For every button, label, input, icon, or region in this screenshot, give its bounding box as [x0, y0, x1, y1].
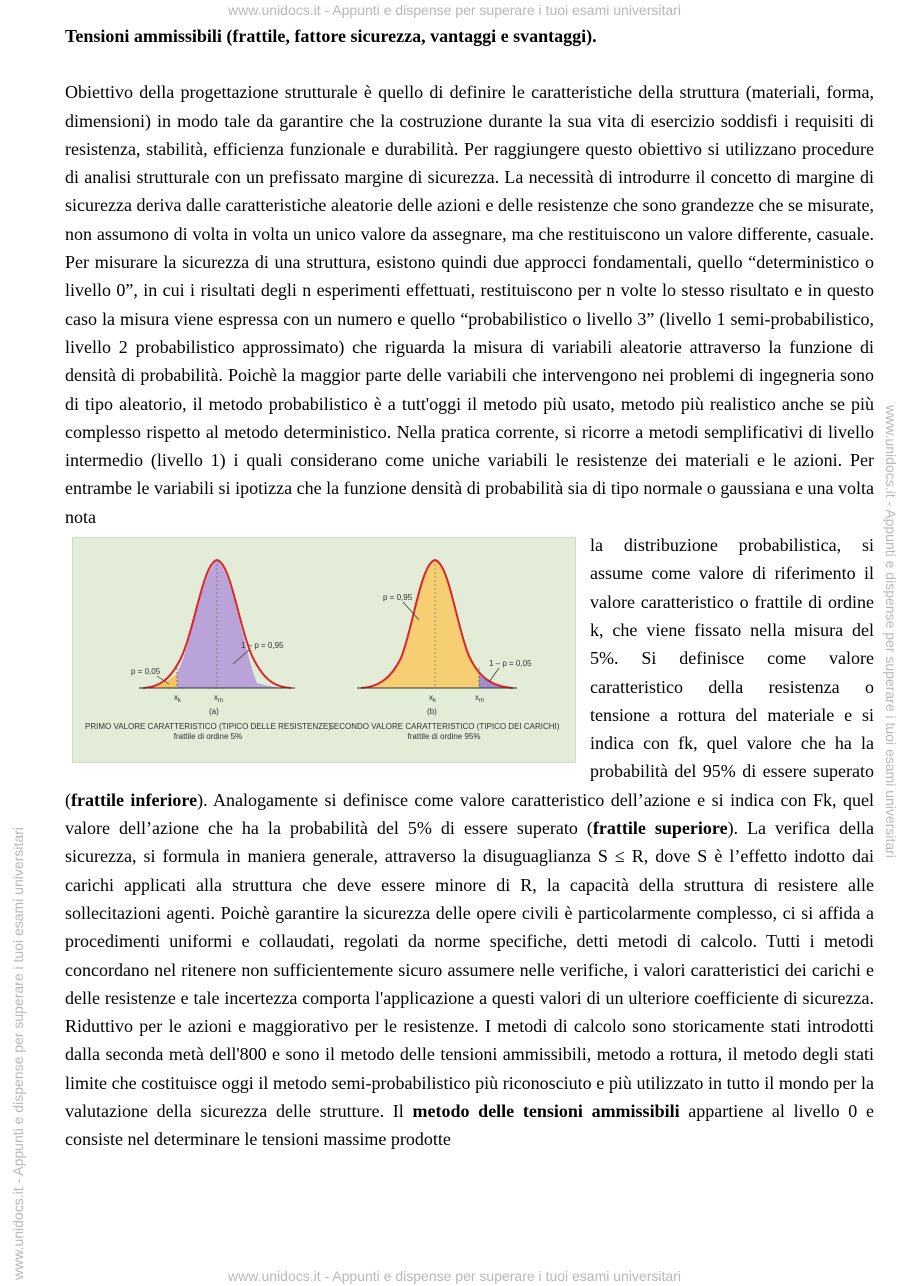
left-caption-sub: frattile di ordine 5%: [173, 732, 243, 742]
left-xm: x: [214, 693, 218, 703]
document-title: Tensioni ammissibili (frattile, fattore sicurezza, vantaggi e svantaggi).: [65, 26, 597, 46]
bold-frattile-superiore: frattile superiore: [592, 818, 728, 839]
right-xm: x: [475, 693, 479, 703]
gaussian-figure: [72, 537, 576, 763]
bold-metodo-tensioni: metodo delle tensioni ammissibili: [412, 1100, 680, 1121]
right-caption: [319, 722, 569, 742]
bold-frattile-inferiore: frattile inferiore: [71, 789, 198, 810]
right-xm-sub: m: [479, 698, 484, 705]
watermark-right: www.unidocs.it - Appunti e dispense per superare i tuoi esami universitari: [883, 405, 899, 858]
right-xk-sub: k: [433, 698, 436, 705]
document-body: [65, 22, 874, 1154]
left-caption: [83, 722, 333, 742]
left-xk-sub: k: [178, 698, 181, 705]
left-caption-title: PRIMO VALORE CARATTERISTICO (TIPICO DELLE RESISTENZE): [85, 722, 331, 732]
svg-text:xm: [214, 693, 223, 704]
svg-text:xm: [475, 693, 484, 704]
right-caption-sub: frattile di ordine 95%: [407, 732, 481, 742]
right-caption-title: SECONDO VALORE CARATTERISTICO (TIPICO DEI CARICHI): [328, 722, 560, 732]
left-xk: x: [174, 693, 178, 703]
paragraph-main: la distribuzione probabilistica, si assume come valore di riferimento il valore caratteristico o frattile di ordine k, che viene fissato nella misura del 5%. Si definisce come valore caratteristico della resistenza o tensione a rottura del materiale e si indica con fk, quel valore che ha la probabilità del 95% di essere superato (frattile inferiore). Analogamente si definisce come valore caratteristico dell’azione e si indica con Fk, quel valore dell’azione che ha la probabilità del 5% di essere superato (frattile superiore). La verifica della sicurezza, si formula in maniera generale, attraverso la disuguaglianza S ≤ R, dove S è l’effetto indotto dai carichi applicati alla struttura che deve essere minore di R, la capacità della struttura di resistere alle sollecitazioni agenti. Poichè garantire la sicurezza delle opere civili è particolarmente complesso, ci si affida a procedimenti uniformi e collaudati, regolati da norme specifiche, detti metodi di calcolo. Tutti i metodi concordano nel ritenere non sufficientemente sicuro assumere nelle verifiche, i valori caratteristici dei carichi e delle resistenze e tale incertezza comporta l'applicazione a questi valori di un ulteriore coefficiente di sicurezza. Riduttivo per le azioni e maggiorativo per le resistenze. I metodi di calcolo sono storicamente stati introdotti dalla seconda metà dell'800 e sono il metodo delle tensioni ammissibili, metodo a rottura, il metodo degli stati limite che costituisce oggi il metodo semi-probabilistico più riconosciuto e più utilizzato in tutto il mondo per la valutazione della sicurezza delle strutture. Il metodo delle tensioni ammissibili appartiene al livello 0 e consiste nel determinare le tensioni massime prodotte: [65, 535, 875, 1150]
left-label-p-low: p = 0,05: [131, 667, 161, 677]
svg-text:xk: [174, 693, 182, 704]
watermark-bottom: www.unidocs.it - Appunti e dispense per superare i tuoi esami universitari: [228, 1268, 681, 1284]
left-main-area: [177, 560, 289, 688]
watermark-left: www.unidocs.it - Appunti e dispense per superare i tuoi esami universitari: [10, 827, 26, 1280]
left-panel: [131, 560, 295, 716]
watermark-top: www.unidocs.it - Appunti e dispense per superare i tuoi esami universitari: [228, 2, 681, 18]
right-label-p-high: 1 – p = 0,05: [489, 659, 532, 669]
left-panel-label: (a): [209, 707, 219, 717]
right-panel: [357, 560, 532, 716]
left-label-p-high: 1 – p = 0,95: [241, 641, 284, 651]
paragraph-intro: Obiettivo della progettazione strutturale è quello di definire le caratteristiche della struttura (materiali, forma, dimensioni) in modo tale da garantire che la costruzione durante la sua vita di esercizio soddisfi i requisiti di resistenza, stabilità, efficienza funzionale e durabilità. Per raggiungere questo obiettivo si utilizzano procedure di analisi strutturale con un prefissato margine di sicurezza. La necessità di introdurre il concetto di margine di sicurezza deriva dalle caratteristiche aleatorie delle azioni e delle resistenze che sono grandezze che se misurate, non assumono di volta in volta un unico valore da assegnare, ma che restituiscono un valore differente, casuale. Per misurare la sicurezza di una struttura, esistono quindi due approcci fondamentali, quello “deterministico o livello 0”, in cui i risultati degli n esperimenti effettuati, restituiscono per n volte lo stesso risultato e in questo caso la misura viene espressa con un numero e quello “probabilistico o livello 3” (livello 1 semi-probabilistico, livello 2 probabilistico approssimato) che riguarda la misura di variabili aleatorie attraverso la funzione di densità di probabilità. Poichè la maggior parte delle variabili che intervengono nei problemi di ingegneria sono di tipo aleatorio, il metodo probabilistico è a tutt'oggi il metodo più usato, metodo più realistico anche se più complesso rispetto al metodo deterministico. Nella pratica corrente, si ricorre a metodi semplificativi di livello intermedio (livello 1) i quali considerano come uniche variabili le resistenze dei materiali e le azioni. Per entrambe le variabili si ipotizza che la funzione densità di probabilità sia di tipo normale o gaussiana e una volta nota: [65, 82, 874, 527]
left-xm-sub: m: [218, 698, 223, 705]
right-xk: x: [429, 693, 433, 703]
svg-text:xk: [429, 693, 437, 704]
right-label-p-low: p = 0,95: [383, 593, 413, 603]
right-panel-label: (b): [427, 707, 437, 717]
